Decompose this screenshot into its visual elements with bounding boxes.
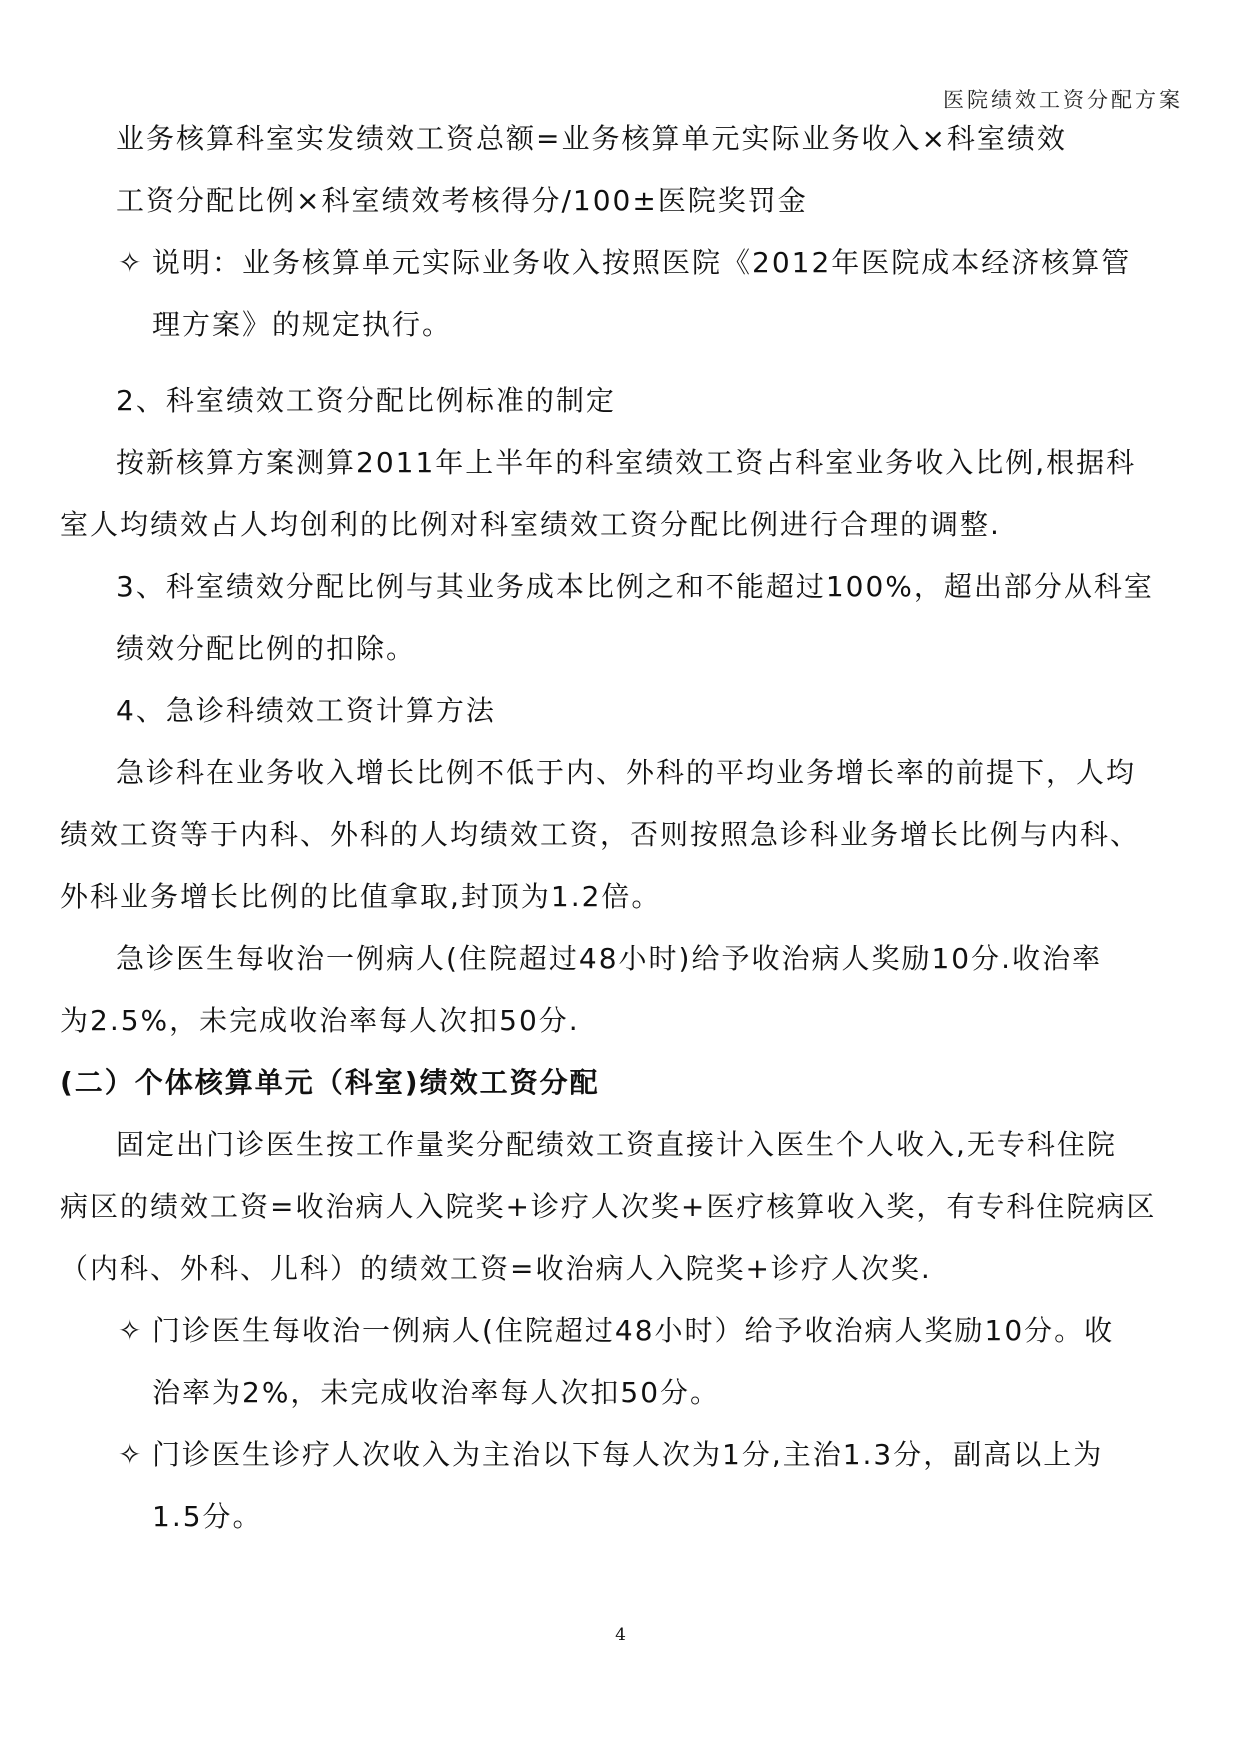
section-4-line-1: 急诊科在业务收入增长比例不低于内、外科的平均业务增长率的前提下，人均 <box>116 756 1137 789</box>
section-2-heading: 2、科室绩效工资分配比例标准的制定 <box>116 384 616 417</box>
bullet-note <box>60 232 1181 294</box>
section-4-line-3: 外科业务增长比例的比值拿取,封顶为1.2倍。 <box>60 880 662 913</box>
bullet-diamond-icon: ✧ <box>118 1438 144 1471</box>
bullet-visits-text: 门诊医生诊疗人次收入为主治以下每人次为1分,主治1.3分，副高以上为 <box>152 1438 1104 1471</box>
section-2-line-1: 按新核算方案测算2011年上半年的科室绩效工资占科室业务收入比例,根据科 <box>116 446 1137 479</box>
bullet-note-cont: 理方案》的规定执行。 <box>152 308 453 341</box>
subsection-heading: (二）个体核算单元（科室)绩效工资分配 <box>60 1066 600 1099</box>
section-4-line-2: 绩效工资等于内科、外科的人均绩效工资，否则按照急诊科业务增长比例与内科、 <box>60 818 1141 851</box>
section-4-line-4: 急诊医生每收治一例病人(住院超过48小时)给予收治病人奖励10分.收治率 <box>116 942 1103 975</box>
bullet-admission-cont: 治率为2%，未完成收治率每人次扣50分。 <box>152 1376 721 1409</box>
section-2-line-2: 室人均绩效占人均创利的比例对科室绩效工资分配比例进行合理的调整. <box>60 508 1001 541</box>
section-3-line-2: 绩效分配比例的扣除。 <box>116 632 417 665</box>
running-header: 医院绩效工资分配方案 <box>943 88 1183 112</box>
formula-line-2: 工资分配比例×科室绩效考核得分/100±医院奖罚金 <box>116 184 808 217</box>
bullet-note-text: 说明：业务核算单元实际业务收入按照医院《2012年医院成本经济核算管 <box>152 246 1132 279</box>
section-4-heading: 4、急诊科绩效工资计算方法 <box>116 694 496 727</box>
subsection-line-2: 病区的绩效工资=收治病人入院奖+诊疗人次奖+医疗核算收入奖，有专科住院病区 <box>60 1190 1157 1223</box>
subsection-line-1: 固定出门诊医生按工作量奖分配绩效工资直接计入医生个人收入,无专科住院 <box>116 1128 1117 1161</box>
bullet-diamond-icon: ✧ <box>118 1314 144 1347</box>
subsection-line-3: （内科、外科、儿科）的绩效工资=收治病人入院奖+诊疗人次奖. <box>60 1252 932 1285</box>
bullet-visits <box>60 1424 1181 1486</box>
document-body <box>60 108 1181 1548</box>
section-4-line-5: 为2.5%，未完成收治率每人次扣50分. <box>60 1004 580 1037</box>
page-number: 4 <box>615 1625 626 1645</box>
section-3-line-1: 3、科室绩效分配比例与其业务成本比例之和不能超过100%，超出部分从科室 <box>116 570 1154 603</box>
bullet-diamond-icon: ✧ <box>118 246 144 279</box>
bullet-admission <box>60 1300 1181 1362</box>
bullet-admission-text: 门诊医生每收治一例病人(住院超过48小时）给予收治病人奖励10分。收 <box>152 1314 1115 1347</box>
formula-line-1: 业务核算科室实发绩效工资总额=业务核算单元实际业务收入×科室绩效 <box>116 122 1067 155</box>
bullet-visits-cont: 1.5分。 <box>152 1500 263 1533</box>
